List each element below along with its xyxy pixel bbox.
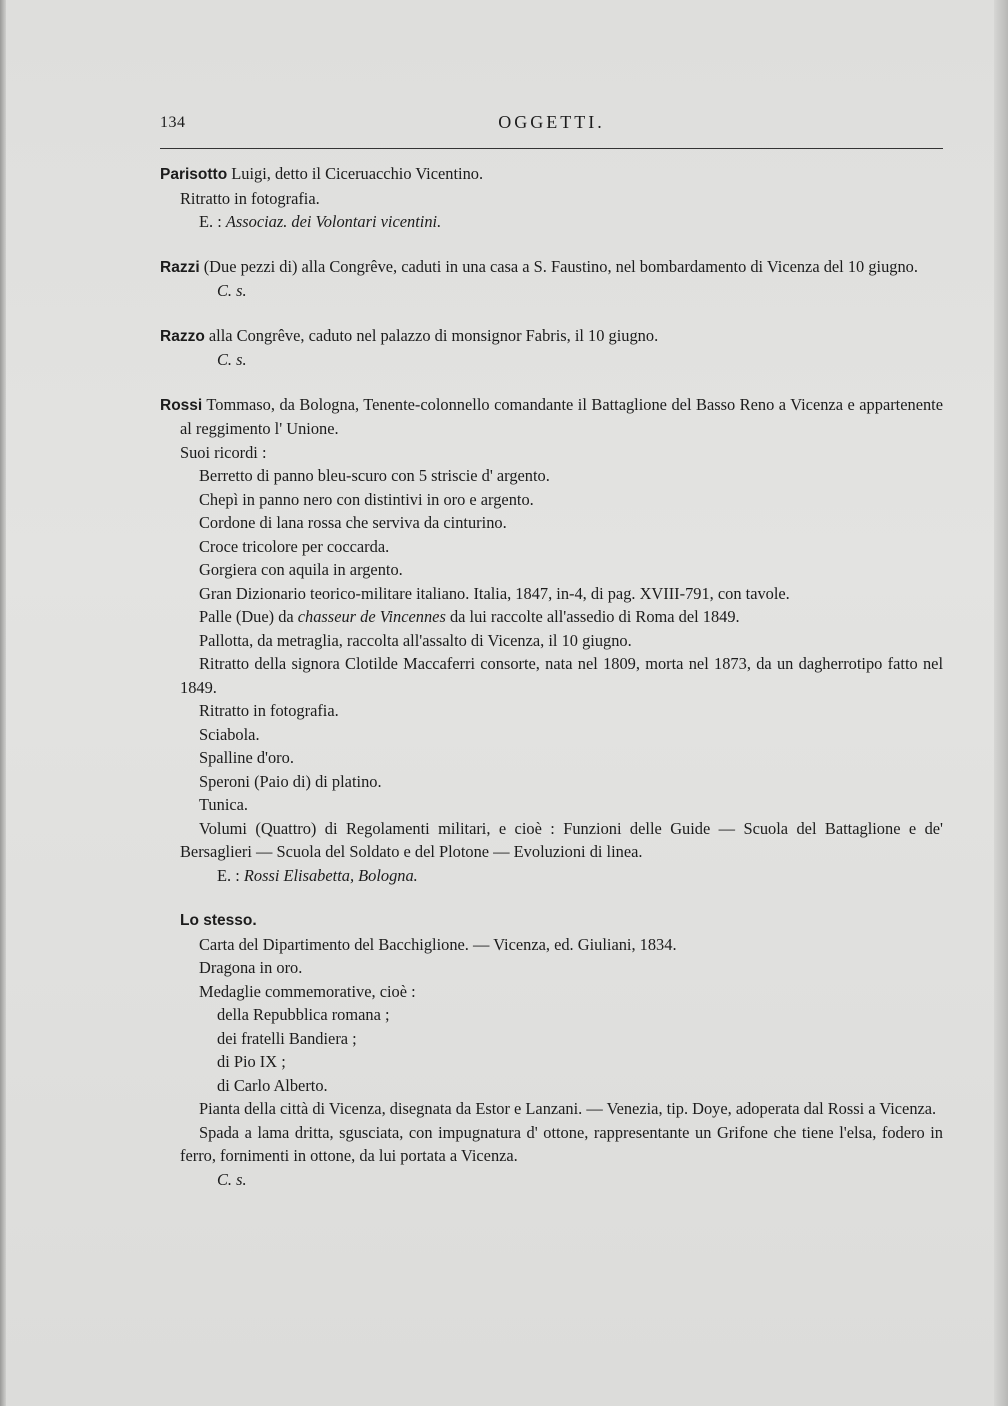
page-header [160,112,943,149]
entry-sub-item: di Pio IX ; [217,1052,286,1071]
entry-description: Tommaso, da Bologna, Tenente-colonnello comandante il Battaglione del Basso Reno a Vicenza e appartenente al reggimento l' Unione. [180,394,943,438]
entry-item-spada: Spada a lama dritta, sgusciata, con impugnatura d' ottone, rappresentante un Grifone che tiene l'elsa, fodero in ferro, fornimenti in ottone, da lui portata a Vicenza. [180,1122,943,1165]
source-name: Rossi Elisabetta, Bologna. [243,865,418,885]
entry-item: Medaglie commemorative, cioè : [199,981,416,1001]
entry-sub-item: dei fratelli Bandiera ; [217,1028,357,1048]
entry-heading-line [160,162,943,187]
entry-item: Tunica. [199,795,249,814]
entry-item: Pallotta, da metraglia, raccolta all'assalto di Vicenza, il 10 giugno. [199,630,632,650]
entry-item-ritratto: Ritratto della signora Clotilde Maccaferri consorte, nata nel 1809, morta nel 1873, da un dagherrotipo fatto nel 1849. [180,654,943,697]
page-left-edge [0,0,6,1406]
entry-heading-line [160,324,943,349]
entry-description: Luigi, detto il Ciceruacchio Vicentino. [227,164,484,183]
palle-italic: chasseur de Vincennes [297,607,446,626]
entry-item: Spalline d'oro. [199,748,294,767]
entry-heading-line [160,908,943,933]
entry-source [160,210,943,234]
entry-parisotto [160,162,943,234]
entry-sub-item: della Repubblica romana ; [217,1005,390,1024]
entry-item: Speroni (Paio di) di platino. [199,771,382,791]
entry-head: Rossi [160,396,203,414]
entry-rossi [160,393,943,888]
entry-source: C. s. [217,281,247,300]
entry-description: alla Congrêve, caduto nel palazzo di monsignor Fabris, il 10 giugno. [204,325,659,345]
entry-head: Razzo [160,327,205,345]
entry-item: Berretto di panno bleu-scuro con 5 striscie d' argento. [199,466,550,485]
entry-item: Ritratto in fotografia. [180,188,320,208]
entry-item: Ritratto in fotografia. [199,701,339,720]
entry-razzo [160,324,943,372]
entry-description: (Due pezzi di) alla Congrêve, caduti in una casa a S. Faustino, nel bombardamento di Vicenza del 10 giugno. [199,256,918,276]
source-prefix: E. : [199,212,226,231]
entry-item-pianta: Pianta della città di Vicenza, disegnata da Estor e Lanzani. — Venezia, tip. Doye, adoperata dal Rossi a Vicenza. [199,1099,937,1118]
palle-text-end: da lui raccolte all'assedio di Roma del 1849. [445,607,740,626]
entry-source: C. s. [217,1169,247,1189]
entry-intro: Suoi ricordi : [180,442,267,462]
entry-razzi [160,255,943,303]
entry-source: C. s. [217,350,247,369]
palle-text: Palle (Due) da [199,607,298,626]
source-name: Associaz. dei Volontari vicentini. [225,212,442,231]
entry-item: Croce tricolore per coccarda. [199,536,390,556]
entry-head: Parisotto [160,166,228,183]
entry-item: Chepì in panno nero con distintivi in oro e argento. [199,489,534,509]
entry-item: Cordone di lana rossa che serviva da cinturino. [199,513,507,532]
source-prefix: E. : [217,865,244,885]
entry-head: Razzi [160,258,200,276]
entry-item: Gran Dizionario teorico-militare italiano. Italia, 1847, in-4, di pag. XVIII-791, con tavole. [199,583,790,603]
entry-head: Lo stesso. [180,912,257,929]
entry-heading-line [160,255,943,280]
entry-sub-item: di Carlo Alberto. [217,1075,328,1095]
entry-item: Carta del Dipartimento del Bacchiglione. — Vicenza, ed. Giuliani, 1834. [199,934,677,954]
entry-item-palle [160,605,943,629]
entry-item: Dragona in oro. [199,958,303,977]
entry-source [160,864,943,888]
page-right-edge [994,0,1008,1406]
page-content [160,162,943,1212]
running-title: OGGETTI. [498,112,605,132]
entry-lo-stesso [160,908,943,1191]
page-number: 134 [160,114,186,131]
entry-item: Sciabola. [199,724,260,744]
entry-item-volumi: Volumi (Quattro) di Regolamenti militari, e cioè : Funzioni delle Guide — Scuola del Battaglione e de' Bersaglieri — Scuola del Soldato e del Plotone — Evoluzioni di linea. [180,818,943,861]
entry-item: Gorgiera con aquila in argento. [199,560,403,579]
entry-heading-line [160,393,943,441]
